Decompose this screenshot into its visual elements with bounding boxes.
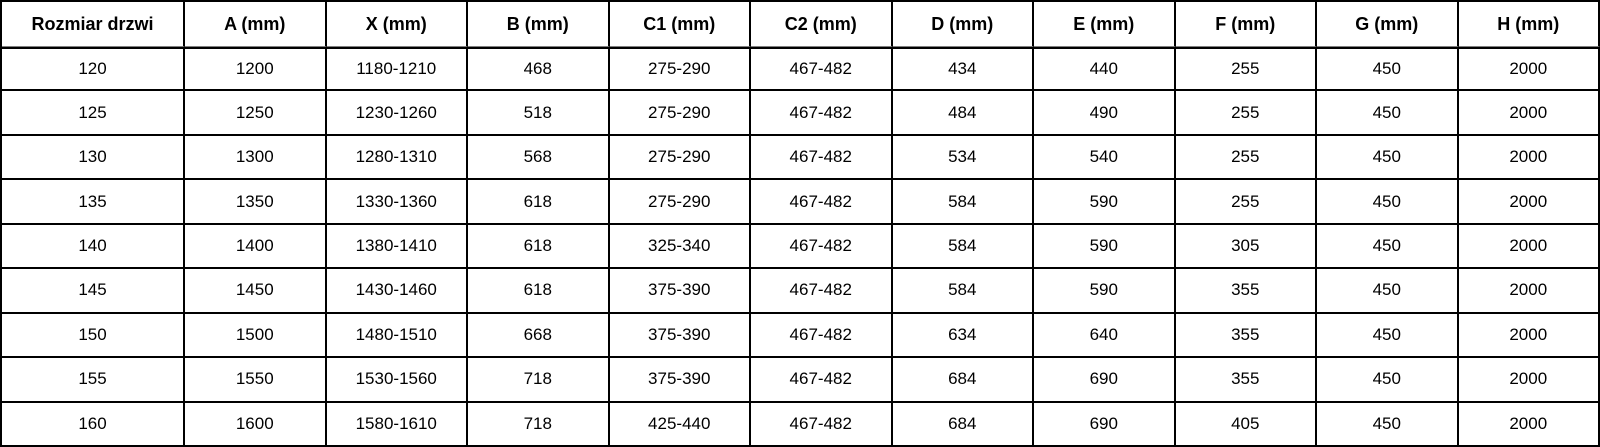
table-cell: 160 [2,403,185,447]
table-cell: 145 [2,269,185,313]
table-cell: 355 [1176,358,1318,402]
table-cell: 375-390 [610,269,752,313]
column-header: E (mm) [1034,2,1176,47]
table-cell: 467-482 [751,47,893,91]
table-cell: 1600 [185,403,327,447]
table-cell: 1200 [185,47,327,91]
table-cell: 275-290 [610,180,752,224]
table-cell: 255 [1176,91,1318,135]
table-cell: 450 [1317,358,1459,402]
table-cell: 255 [1176,180,1318,224]
table-cell: 467-482 [751,403,893,447]
table-cell: 135 [2,180,185,224]
table-cell: 718 [468,358,610,402]
table-cell: 618 [468,225,610,269]
table-cell: 1380-1410 [327,225,469,269]
table-cell: 718 [468,403,610,447]
table-cell: 2000 [1459,91,1600,135]
table-row [2,269,1600,313]
table-cell: 275-290 [610,136,752,180]
table-cell: 2000 [1459,180,1600,224]
table-cell: 375-390 [610,358,752,402]
table-cell: 1580-1610 [327,403,469,447]
table-cell: 590 [1034,269,1176,313]
table-cell: 534 [893,136,1035,180]
table-cell: 2000 [1459,269,1600,313]
table-cell: 130 [2,136,185,180]
table-cell: 120 [2,47,185,91]
table-cell: 450 [1317,91,1459,135]
table-cell: 355 [1176,314,1318,358]
table-row [2,314,1600,358]
table-cell: 440 [1034,47,1176,91]
table-cell: 690 [1034,358,1176,402]
table-cell: 2000 [1459,47,1600,91]
table-cell: 1400 [185,225,327,269]
table-cell: 467-482 [751,314,893,358]
table-cell: 584 [893,269,1035,313]
table-cell: 584 [893,180,1035,224]
table-cell: 1450 [185,269,327,313]
table-cell: 405 [1176,403,1318,447]
table-cell: 1480-1510 [327,314,469,358]
table-cell: 684 [893,403,1035,447]
column-header: D (mm) [893,2,1035,47]
table-cell: 1330-1360 [327,180,469,224]
table-cell: 1350 [185,180,327,224]
column-header: G (mm) [1317,2,1459,47]
table-cell: 434 [893,47,1035,91]
table-cell: 1530-1560 [327,358,469,402]
table-cell: 2000 [1459,358,1600,402]
table-cell: 255 [1176,47,1318,91]
table-cell: 2000 [1459,225,1600,269]
table-cell: 467-482 [751,225,893,269]
table-cell: 668 [468,314,610,358]
table-cell: 467-482 [751,269,893,313]
header-row [2,2,1600,47]
column-header: A (mm) [185,2,327,47]
table-cell: 1180-1210 [327,47,469,91]
table-row [2,91,1600,135]
table-row [2,358,1600,402]
table-row [2,403,1600,447]
table-cell: 375-390 [610,314,752,358]
table-body [2,47,1600,447]
table-cell: 540 [1034,136,1176,180]
table-cell: 2000 [1459,403,1600,447]
table-cell: 590 [1034,225,1176,269]
table-cell: 450 [1317,136,1459,180]
table-cell: 450 [1317,269,1459,313]
table-row [2,47,1600,91]
table-cell: 467-482 [751,136,893,180]
table-cell: 490 [1034,91,1176,135]
table-cell: 590 [1034,180,1176,224]
table-cell: 450 [1317,403,1459,447]
table-cell: 155 [2,358,185,402]
table-row [2,136,1600,180]
table-row [2,225,1600,269]
table-cell: 1280-1310 [327,136,469,180]
table-cell: 568 [468,136,610,180]
column-header: Rozmiar drzwi [2,2,185,47]
table-cell: 1430-1460 [327,269,469,313]
table-cell: 450 [1317,47,1459,91]
column-header: F (mm) [1176,2,1318,47]
table-cell: 467-482 [751,91,893,135]
table-cell: 1500 [185,314,327,358]
table-cell: 255 [1176,136,1318,180]
table-cell: 684 [893,358,1035,402]
table-cell: 355 [1176,269,1318,313]
table-cell: 275-290 [610,47,752,91]
table-cell: 140 [2,225,185,269]
table-cell: 325-340 [610,225,752,269]
table-cell: 150 [2,314,185,358]
table-cell: 1300 [185,136,327,180]
table-cell: 1550 [185,358,327,402]
table-cell: 450 [1317,314,1459,358]
column-header: X (mm) [327,2,469,47]
table-cell: 275-290 [610,91,752,135]
table-cell: 1230-1260 [327,91,469,135]
table-cell: 468 [468,47,610,91]
table-cell: 640 [1034,314,1176,358]
table-cell: 125 [2,91,185,135]
table-cell: 450 [1317,180,1459,224]
table-cell: 518 [468,91,610,135]
table-cell: 2000 [1459,136,1600,180]
table-cell: 467-482 [751,180,893,224]
column-header: B (mm) [468,2,610,47]
table-cell: 584 [893,225,1035,269]
table-row [2,180,1600,224]
column-header: H (mm) [1459,2,1600,47]
table-cell: 425-440 [610,403,752,447]
table-cell: 484 [893,91,1035,135]
table-cell: 1250 [185,91,327,135]
table-cell: 305 [1176,225,1318,269]
table-cell: 634 [893,314,1035,358]
table-cell: 618 [468,180,610,224]
column-header: C1 (mm) [610,2,752,47]
table-cell: 2000 [1459,314,1600,358]
table-cell: 690 [1034,403,1176,447]
table-cell: 618 [468,269,610,313]
table-cell: 467-482 [751,358,893,402]
column-header: C2 (mm) [751,2,893,47]
table-cell: 450 [1317,225,1459,269]
